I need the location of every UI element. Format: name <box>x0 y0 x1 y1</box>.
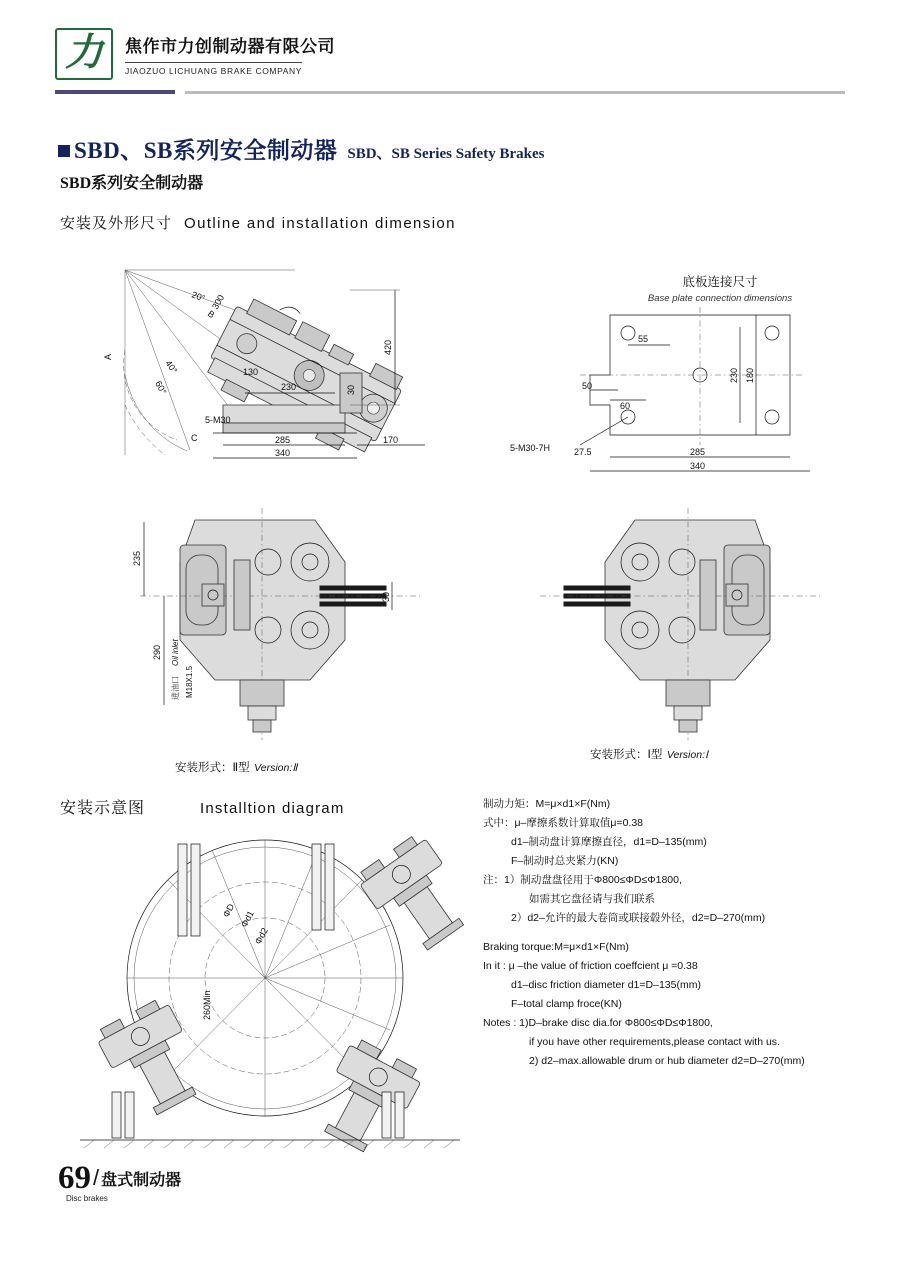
svg-text:Oil inlet: Oil inlet <box>171 639 180 666</box>
formula-en-2: d1–disc friction diameter d1=D–135(mm) <box>511 979 701 991</box>
company-name-cn: 焦作市力创制动器有限公司 <box>125 37 335 56</box>
base-plate-title-cn: 底板连接尺寸 <box>682 275 758 289</box>
formula-en-6: 2) d2–max.allowable drum or hub diameter d2=D–270(mm) <box>529 1055 805 1067</box>
formula-cn-2: d1–制动盘计算摩擦直径，d1=D–135(mm) <box>511 836 707 848</box>
svg-text:285: 285 <box>690 447 706 457</box>
version-1-caption-cn: 安装形式：Ⅰ型 <box>590 749 663 761</box>
svg-text:290: 290 <box>152 644 162 660</box>
page-title <box>58 132 544 165</box>
svg-text:B: B <box>205 308 217 321</box>
svg-text:340: 340 <box>690 461 706 471</box>
formula-cn-6: 2）d2–允许的最大卷筒或联接毂外径，d2=D–270(mm) <box>511 912 766 924</box>
section-heading-en: Outline and installation dimension <box>184 215 456 232</box>
formula-cn-3: F–制动时总夹紧力(KN) <box>511 855 619 867</box>
figure-version-1 <box>540 500 840 750</box>
figure-outline-assembly <box>95 255 475 495</box>
formula-en-5: if you have other requirements,please contact with us. <box>529 1036 780 1048</box>
svg-text:M18X1.5: M18X1.5 <box>185 665 194 698</box>
formula-cn-1: 式中：μ–摩擦系数计算取值μ=0.38 <box>483 817 644 829</box>
svg-text:20°: 20° <box>190 289 207 304</box>
figure-version-2-caption <box>175 758 297 776</box>
svg-text:300: 300 <box>210 292 227 311</box>
formula-en-4: Notes : 1)D–brake disc dia.for Φ800≤ΦD≤Φ1800, <box>483 1017 713 1029</box>
svg-text:50: 50 <box>582 381 593 391</box>
svg-text:30: 30 <box>346 384 356 395</box>
svg-text:170: 170 <box>383 435 399 445</box>
header-rule-dark <box>55 90 175 94</box>
svg-text:5-M30: 5-M30 <box>205 415 231 425</box>
svg-text:30: 30 <box>381 591 391 602</box>
figure-installation-diagram <box>60 830 480 1160</box>
section-heading-outline <box>60 212 456 233</box>
page-subtitle: SBD系列安全制动器 <box>60 175 204 192</box>
formula-block <box>483 795 883 1071</box>
installation-heading-cn: 安装示意图 <box>60 800 146 817</box>
formula-cn-5: 如需其它盘径请与我们联系 <box>529 893 655 905</box>
version-2-caption-cn: 安装形式：Ⅱ型 <box>175 762 250 774</box>
svg-text:230: 230 <box>729 367 739 383</box>
formula-cn-0: 制动力矩：M=μ×d1×F(Nm) <box>483 798 611 810</box>
formula-en-1: In it : μ –the value of friction coeffcient μ =0.38 <box>483 960 698 972</box>
company-logo <box>55 28 113 80</box>
svg-text:55: 55 <box>638 334 649 344</box>
figure-version-2 <box>120 500 450 750</box>
bullet-square-icon <box>58 145 70 157</box>
svg-text:进油口: 进油口 <box>171 676 180 700</box>
formula-gap <box>483 928 883 938</box>
section-heading-cn: 安装及外形尺寸 <box>60 215 173 232</box>
svg-text:340: 340 <box>275 448 291 458</box>
formula-cn-4: 注：1）制动盘盘径用于Φ800≤ΦD≤Φ1800, <box>483 874 682 886</box>
svg-text:235: 235 <box>132 550 142 566</box>
svg-text:5-M30-7H: 5-M30-7H <box>510 443 551 453</box>
svg-text:130: 130 <box>243 367 259 377</box>
company-name-en: JIAOZUO LICHUANG BRAKE COMPANY <box>125 62 302 76</box>
svg-text:285: 285 <box>275 435 291 445</box>
formula-en-3: F–total clamp froce(KN) <box>511 998 622 1010</box>
svg-text:A: A <box>103 353 113 360</box>
base-plate-title-en: Base plate connection dimensions <box>647 293 793 304</box>
footer-label-en: Disc brakes <box>66 1194 108 1203</box>
page-footer <box>58 1160 182 1203</box>
page-header <box>55 28 845 98</box>
svg-text:60: 60 <box>620 401 631 411</box>
page-title-cn: SBD、SB系列安全制动器 <box>74 138 338 163</box>
installation-heading <box>60 795 345 818</box>
svg-text:Φd1: Φd1 <box>238 909 256 929</box>
figure-base-plate <box>510 305 860 485</box>
svg-text:230: 230 <box>281 382 297 392</box>
formula-en-0: Braking torque:M=μ×d1×F(Nm) <box>483 941 629 953</box>
page-number: 69 <box>58 1160 91 1196</box>
svg-text:420: 420 <box>383 339 393 355</box>
logo-glyph: 力 <box>64 32 104 75</box>
footer-label-cn: 盘式制动器 <box>101 1172 182 1189</box>
footer-slash: / <box>93 1165 100 1190</box>
svg-text:Φd2: Φd2 <box>252 926 270 946</box>
svg-text:27.5: 27.5 <box>574 447 592 457</box>
page-title-en: SBD、SB Series Safety Brakes <box>347 146 545 162</box>
svg-text:40°: 40° <box>163 358 180 376</box>
installation-heading-en: Installtion diagram <box>200 800 345 817</box>
svg-text:260Min: 260Min <box>202 990 212 1020</box>
svg-text:180: 180 <box>745 367 755 383</box>
company-name-block <box>125 32 425 79</box>
svg-text:ΦD: ΦD <box>220 902 237 919</box>
svg-text:60°: 60° <box>153 379 169 396</box>
version-2-caption-en: Version:Ⅱ <box>254 762 298 774</box>
base-plate-title <box>600 272 840 304</box>
svg-text:C: C <box>191 433 198 443</box>
header-rule-light <box>185 91 845 94</box>
figure-version-1-caption <box>590 745 708 763</box>
version-1-caption-en: Version:Ⅰ <box>666 749 709 761</box>
